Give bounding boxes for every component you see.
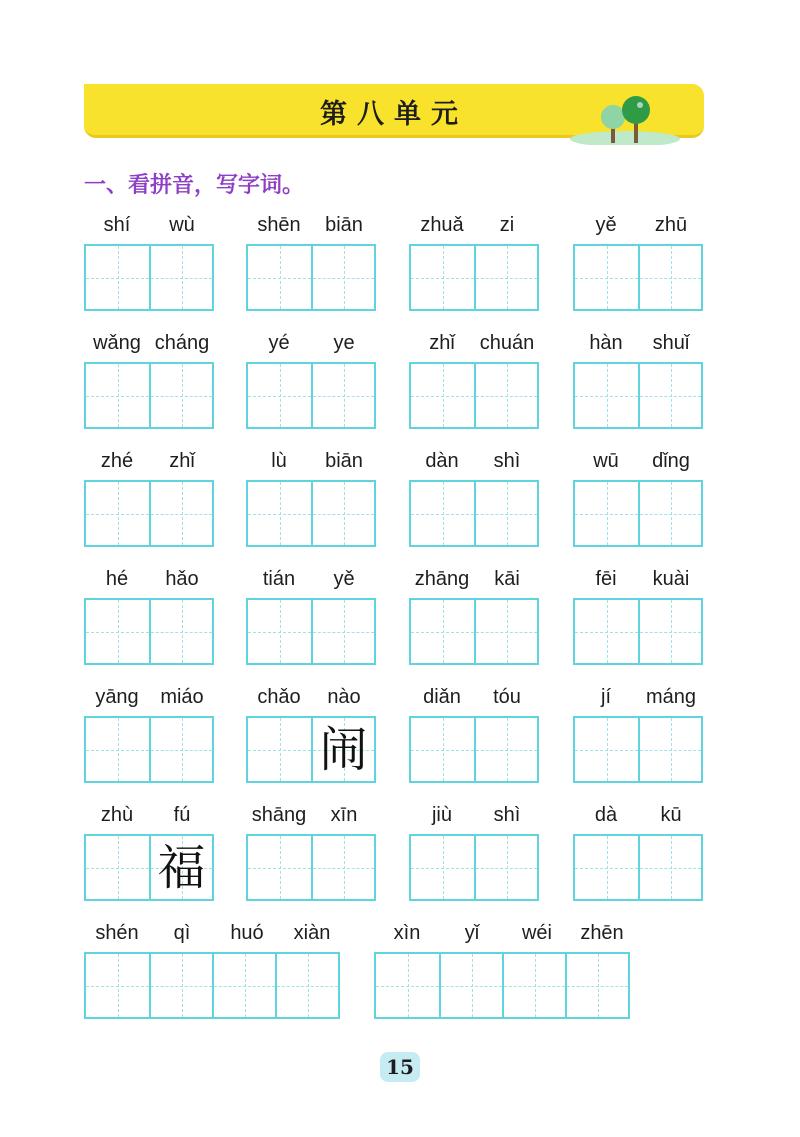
writing-cell[interactable] (411, 482, 474, 545)
writing-cell[interactable] (411, 364, 474, 427)
writing-grid (573, 716, 703, 783)
pinyin-label: zhū (654, 214, 688, 236)
pinyin-label: biān (325, 214, 363, 236)
pinyin-label: kāi (494, 568, 520, 590)
writing-grid (84, 952, 340, 1019)
pinyin-label: hǎo (165, 568, 199, 590)
writing-grid (573, 362, 703, 429)
writing-cell[interactable] (474, 364, 537, 427)
writing-cell[interactable] (311, 600, 374, 663)
pinyin-label: fú (173, 804, 191, 826)
writing-cell[interactable] (411, 836, 474, 899)
writing-cell[interactable] (575, 482, 638, 545)
pinyin-label: lù (271, 450, 287, 472)
pinyin-label: zhǐ (429, 332, 455, 354)
writing-cell[interactable] (411, 600, 474, 663)
writing-grid (409, 598, 539, 665)
pinyin-label: yāng (95, 686, 139, 708)
writing-grid (409, 834, 539, 901)
pinyin-label: hàn (589, 332, 623, 354)
pinyin-label: wù (169, 214, 195, 236)
writing-grid (374, 952, 630, 1019)
writing-cell[interactable] (248, 600, 311, 663)
pinyin-label: zhēn (580, 922, 624, 944)
pinyin-label: kuài (652, 568, 690, 590)
page-number: 15 (380, 1052, 420, 1082)
writing-cell[interactable] (575, 246, 638, 309)
writing-cell[interactable] (311, 482, 374, 545)
writing-cell[interactable] (474, 246, 537, 309)
writing-grid (84, 716, 214, 783)
pinyin-label: fēi (595, 568, 617, 590)
pinyin-label: wéi (521, 922, 552, 944)
pinyin-label: jiù (431, 804, 452, 826)
writing-grid (573, 598, 703, 665)
writing-grid (84, 598, 214, 665)
writing-cell[interactable] (474, 600, 537, 663)
writing-cell[interactable] (248, 364, 311, 427)
writing-cell[interactable] (411, 718, 474, 781)
pinyin-label: zhé (100, 450, 134, 472)
pinyin-label: yǐ (464, 922, 480, 944)
writing-cell[interactable] (86, 600, 149, 663)
pinyin-label: ye (333, 332, 355, 354)
writing-cell[interactable] (248, 482, 311, 545)
pinyin-label: zhuǎ (420, 214, 464, 236)
pinyin-label: jí (601, 686, 611, 708)
writing-cell[interactable] (474, 482, 537, 545)
writing-cell[interactable] (149, 836, 212, 899)
writing-grid (246, 480, 376, 547)
pinyin-label: kū (660, 804, 682, 826)
pinyin-label: dàn (425, 450, 459, 472)
section-title: 一、看拼音，写字词。 (84, 173, 305, 198)
pinyin-label: zhù (100, 804, 134, 826)
pinyin-label: yé (268, 332, 290, 354)
writing-cell[interactable] (149, 482, 212, 545)
writing-grid (409, 362, 539, 429)
writing-grid (246, 244, 376, 311)
writing-grid (246, 716, 376, 783)
writing-cell[interactable] (638, 246, 701, 309)
writing-grid (573, 480, 703, 547)
pinyin-label: shuǐ (652, 332, 690, 354)
writing-cell[interactable] (575, 364, 638, 427)
writing-cell[interactable] (376, 954, 439, 1017)
pinyin-label: dà (594, 804, 618, 826)
pinyin-label: máng (645, 686, 697, 708)
pinyin-label: shén (95, 922, 139, 944)
writing-grid (84, 480, 214, 547)
writing-cell[interactable] (311, 364, 374, 427)
pinyin-label: shēn (257, 214, 301, 236)
writing-cell[interactable] (638, 718, 701, 781)
writing-cell[interactable] (86, 836, 149, 899)
pinyin-label: chǎo (257, 686, 301, 708)
pinyin-label: miáo (160, 686, 204, 708)
writing-cell[interactable] (502, 954, 565, 1017)
writing-cell[interactable] (86, 718, 149, 781)
pinyin-label: xīn (330, 804, 358, 826)
pinyin-label: biān (325, 450, 363, 472)
writing-cell[interactable] (149, 600, 212, 663)
writing-cell[interactable] (248, 718, 311, 781)
writing-cell[interactable] (149, 364, 212, 427)
unit-title: 第八单元 (320, 99, 468, 130)
pinyin-label: wū (593, 450, 619, 472)
writing-cell[interactable] (248, 246, 311, 309)
pinyin-label: huó (230, 922, 264, 944)
writing-cell[interactable] (575, 836, 638, 899)
writing-cell[interactable] (248, 836, 311, 899)
pinyin-label: xìn (393, 922, 421, 944)
writing-cell[interactable] (575, 600, 638, 663)
pinyin-label: nào (327, 686, 361, 708)
writing-grid (573, 244, 703, 311)
pinyin-label: tóu (493, 686, 521, 708)
writing-grid (573, 834, 703, 901)
writing-grid (246, 834, 376, 901)
pinyin-label: dǐng (652, 450, 690, 472)
writing-cell[interactable] (474, 718, 537, 781)
writing-cell[interactable] (86, 482, 149, 545)
writing-grid (84, 834, 214, 901)
pinyin-label: shāng (251, 804, 307, 826)
writing-cell[interactable] (638, 364, 701, 427)
writing-cell[interactable] (149, 246, 212, 309)
writing-grid (409, 480, 539, 547)
pinyin-label: diǎn (423, 686, 461, 708)
writing-cell[interactable] (565, 954, 628, 1017)
pinyin-label: shì (493, 450, 521, 472)
written-character: 闹 (319, 722, 368, 778)
pinyin-label: shì (493, 804, 521, 826)
writing-cell[interactable] (638, 482, 701, 545)
writing-cell[interactable] (86, 364, 149, 427)
pinyin-label: shí (103, 214, 131, 236)
written-character: 福 (157, 840, 206, 896)
writing-cell[interactable] (575, 718, 638, 781)
pinyin-label: hé (105, 568, 129, 590)
writing-grid (246, 598, 376, 665)
writing-cell[interactable] (86, 246, 149, 309)
writing-cell[interactable] (311, 718, 374, 781)
writing-cell[interactable] (439, 954, 502, 1017)
pinyin-label: yě (333, 568, 355, 590)
pinyin-label: zhāng (414, 568, 470, 590)
writing-cell[interactable] (275, 954, 338, 1017)
writing-grid (84, 244, 214, 311)
writing-cell[interactable] (311, 246, 374, 309)
writing-cell[interactable] (638, 600, 701, 663)
writing-cell[interactable] (638, 836, 701, 899)
writing-cell[interactable] (149, 954, 212, 1017)
pinyin-label: wǎng (93, 332, 141, 354)
writing-grid (246, 362, 376, 429)
pinyin-label: chuán (479, 332, 535, 354)
pinyin-label: tián (262, 568, 296, 590)
writing-cell[interactable] (149, 718, 212, 781)
writing-cell[interactable] (311, 836, 374, 899)
pinyin-label: zi (499, 214, 515, 236)
writing-cell[interactable] (212, 954, 275, 1017)
tree-illustration (570, 95, 680, 145)
pinyin-label: cháng (154, 332, 210, 354)
writing-grid (84, 362, 214, 429)
writing-cell[interactable] (411, 246, 474, 309)
pinyin-label: qì (173, 922, 191, 944)
pinyin-label: yě (595, 214, 617, 236)
pinyin-label: zhǐ (169, 450, 195, 472)
writing-cell[interactable] (474, 836, 537, 899)
pinyin-label: xiàn (293, 922, 331, 944)
writing-grid (409, 716, 539, 783)
writing-cell[interactable] (86, 954, 149, 1017)
writing-grid (409, 244, 539, 311)
